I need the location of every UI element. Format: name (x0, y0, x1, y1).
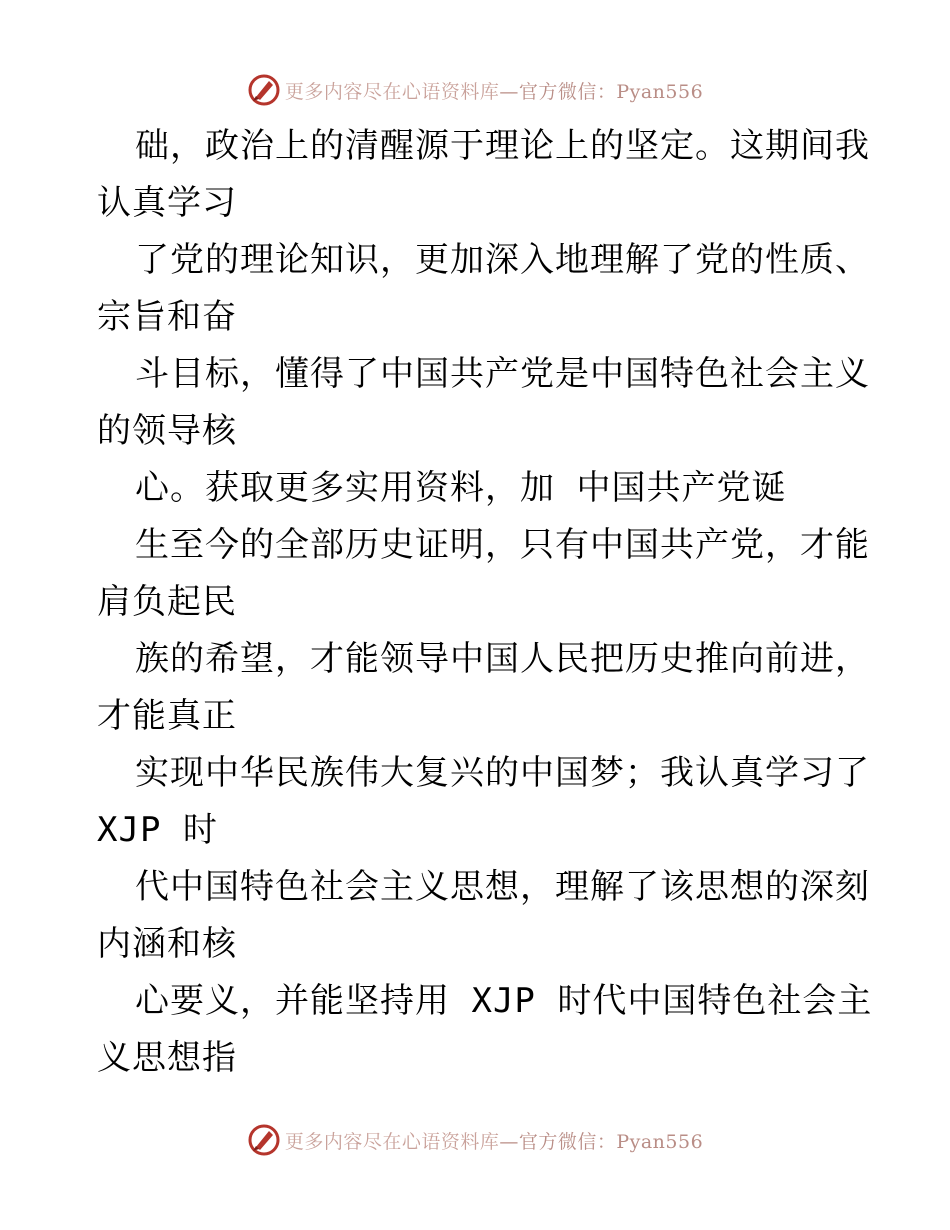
body-line: 实现中华民族伟大复兴的中国梦；我认真学习了 (135, 753, 870, 793)
document-body (97, 118, 873, 1087)
body-line: 族的希望，才能领导中国人民把历史推向前进， (135, 639, 870, 679)
footer-watermark-contact: —官方微信：Pyan556 (499, 1130, 704, 1153)
body-line: 认真学习 (97, 183, 237, 223)
footer-watermark (0, 1120, 950, 1160)
body-line: XJP 时 (97, 810, 218, 850)
body-line: 内涵和核 (97, 924, 237, 964)
pen-logo-icon (247, 1123, 281, 1157)
body-line: 了党的理论知识，更加深入地理解了党的性质、 (135, 240, 870, 280)
body-line: 斗目标，懂得了中国共产党是中国特色社会主义 (135, 354, 870, 394)
header-watermark-brand: 更多内容尽在心语资料库 (284, 80, 500, 103)
body-line: 础，政治上的清醒源于理论上的坚定。这期间我 (135, 126, 870, 166)
body-line: 代中国特色社会主义思想，理解了该思想的深刻 (135, 867, 870, 907)
body-line: 义思想指 (97, 1038, 237, 1078)
body-line: 心。获取更多实用资料，加 中国共产党诞 (135, 468, 787, 508)
header-watermark (0, 70, 950, 110)
footer-watermark-brand: 更多内容尽在心语资料库 (284, 1130, 500, 1153)
header-watermark-text (285, 77, 703, 104)
body-line: 才能真正 (97, 696, 237, 736)
header-watermark-contact: —官方微信：Pyan556 (499, 80, 704, 103)
body-line: 宗旨和奋 (97, 297, 237, 337)
body-line: 肩负起民 (97, 582, 237, 622)
body-line: 生至今的全部历史证明，只有中国共产党，才能 (135, 525, 870, 565)
body-line: 的领导核 (97, 411, 237, 451)
footer-watermark-text (285, 1127, 703, 1154)
pen-logo-icon (247, 73, 281, 107)
body-line: 心要义，并能坚持用 XJP 时代中国特色社会主 (135, 981, 873, 1021)
